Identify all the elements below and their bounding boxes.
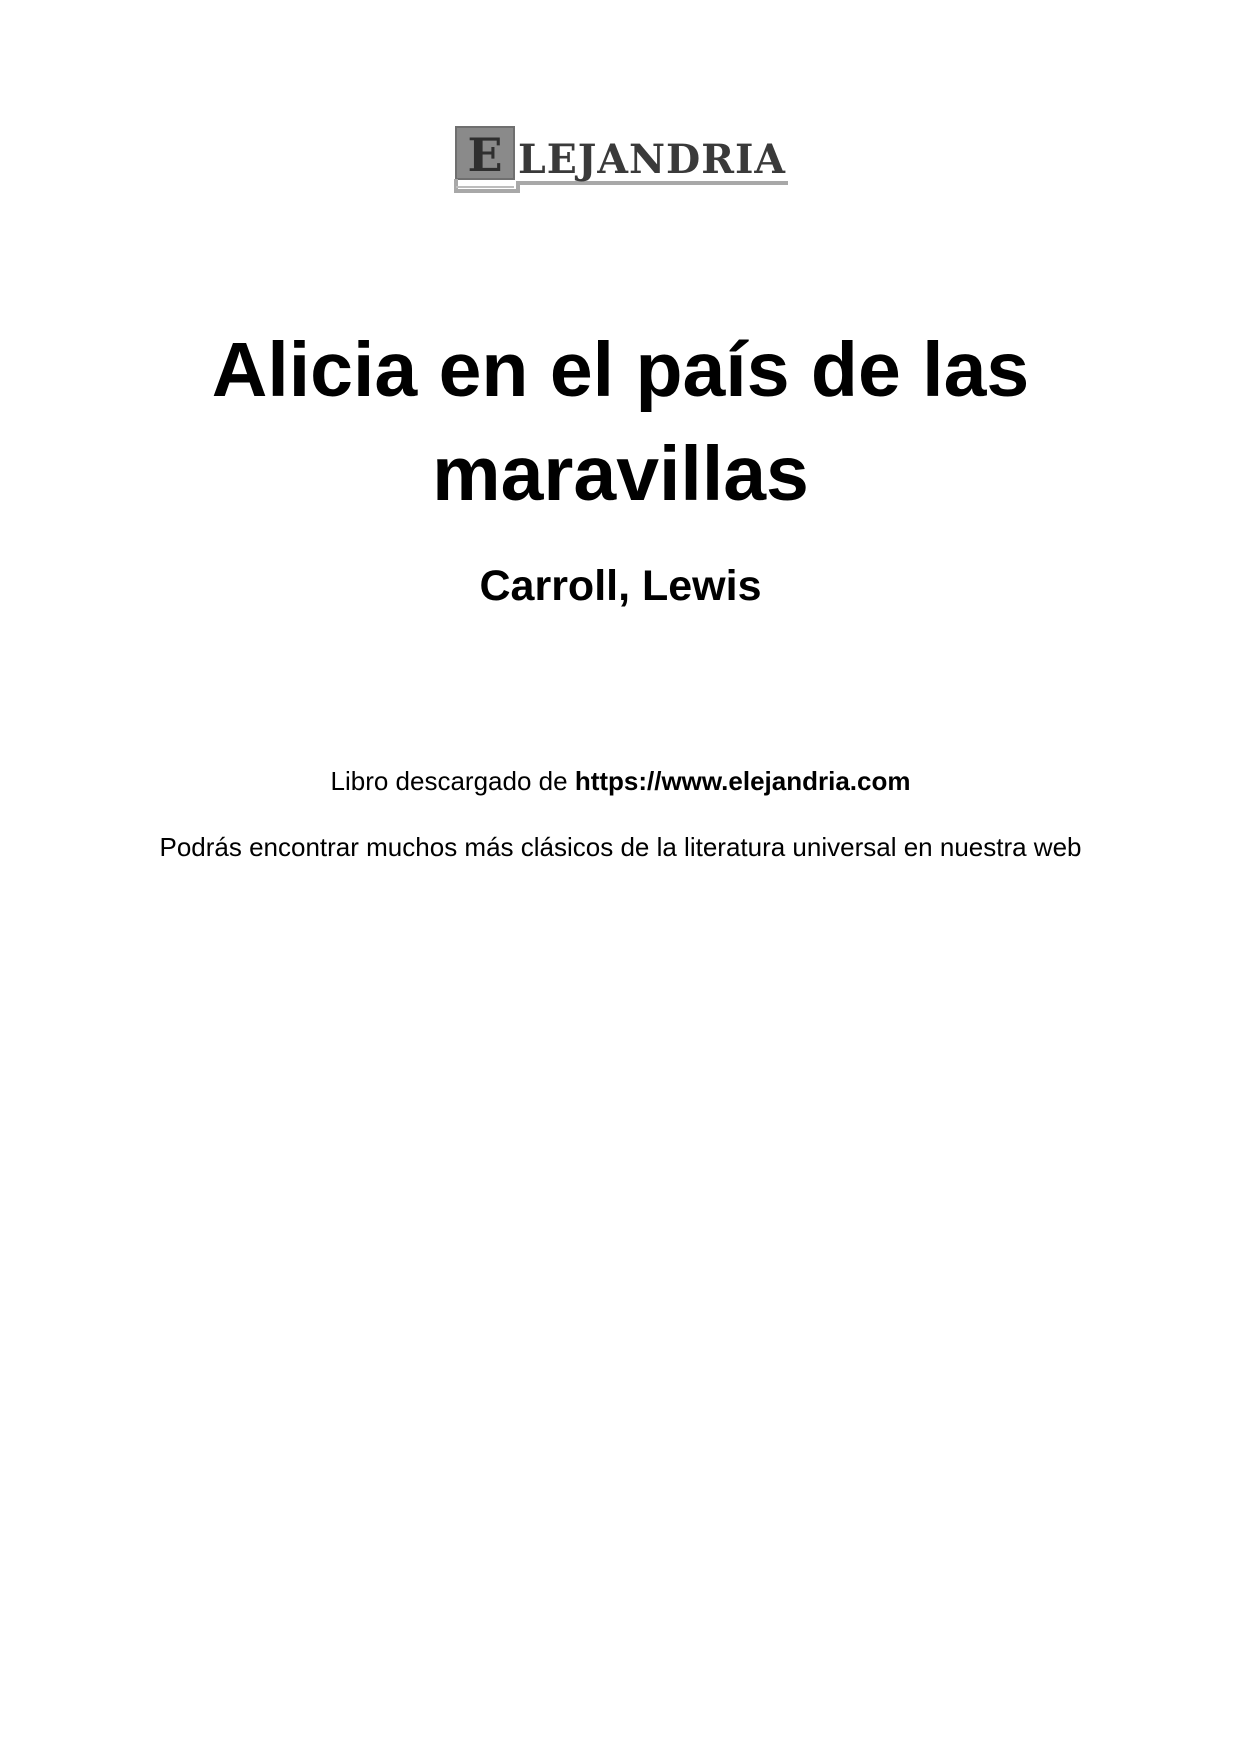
download-prefix: Libro descargado de	[330, 766, 575, 796]
promo-text: Podrás encontrar muchos más clásicos de la literatura universal en nuestra web	[159, 832, 1082, 862]
book-author: Carroll, Lewis	[479, 562, 762, 610]
book-title	[0, 318, 1241, 526]
logo-wordmark: LEJANDRIA	[518, 136, 786, 183]
elejandria-logo	[454, 123, 794, 195]
book-title-line-1: Alicia en el país de las	[211, 327, 1030, 413]
download-source	[0, 764, 1241, 798]
book-title-line-2: maravillas	[432, 431, 809, 517]
book-logo-icon	[454, 123, 794, 195]
elejandria-link[interactable]: https://www.elejandria.com	[574, 766, 911, 796]
logo-initial: E	[467, 128, 503, 182]
